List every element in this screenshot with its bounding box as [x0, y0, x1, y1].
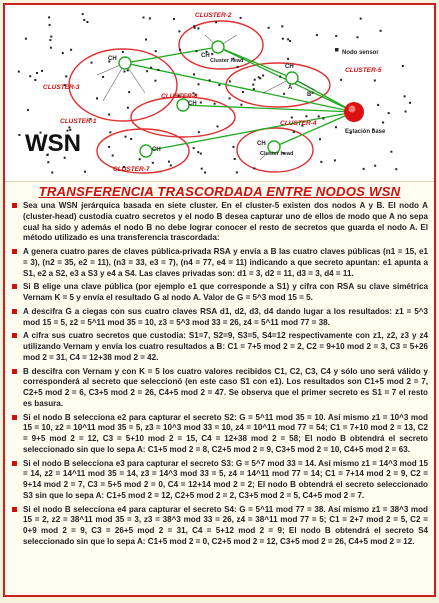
sensor-dot: [62, 52, 64, 54]
sensor-dot: [209, 79, 211, 81]
sensor-dot: [201, 168, 203, 170]
sensor-dot: [211, 53, 213, 55]
sensor-dot: [287, 58, 289, 60]
sensor-dot: [335, 126, 337, 128]
sensor-dot: [252, 84, 254, 86]
sensor-dot: [402, 65, 404, 67]
paragraph-9-text: Si el nodo B selecciona e4 para capturar el secreto S4: G = 5^11 mod 77 = 38. Así mismo z1 = 38^3 mod 15 = 2, z2 = 38^11 mod 35 = 3, z3 = 38^3 mod 33 = 26, z4 = 38^11 mod 77 = 5; C1 = 2+7 mod 2 = 5, C2 = 0+9 mod 2 = 9, C3 = 26+5 mod 2 = 31, C4 = 5+12 mod 2 = 9; El nodo B obtendrá el secreto S4 seleccionado sin que lo sepa A: C1+5 mod 2 = 0, C2+5 mod 2 = 12, C3+5 mod 2 = 26, C4+5 mod 2 = 12.: [23, 504, 428, 546]
sensor-dot: [409, 102, 411, 104]
sensor-dot: [149, 17, 151, 19]
sensor-dot: [112, 155, 114, 157]
sensor-dot: [64, 157, 66, 159]
sensor-dot: [70, 49, 72, 51]
sensor-dot: [229, 80, 231, 82]
sensor-dot: [178, 30, 180, 32]
sensor-dot: [18, 71, 20, 73]
sensor-dot: [198, 83, 200, 85]
paragraph-6: [11, 367, 428, 410]
sensor-dot: [305, 115, 307, 117]
sensor-dot: [127, 69, 129, 71]
sensor-dot: [335, 35, 337, 37]
sensor-dot: [318, 115, 320, 117]
sensor-dot: [258, 76, 260, 78]
sensor-dot: [36, 72, 38, 74]
sensor-dot: [194, 27, 196, 29]
sensor-dot: [291, 117, 293, 119]
sensor-dot: [193, 73, 195, 75]
sensor-dot: [357, 36, 359, 38]
paragraph-5-text: A cifra sus cuatro secretos que custodia: S1=7, S2=9, S3=5, S4=12 respectivamente con z1, z2, z3 y z4 utilizando Vernam y envía los cuatro resultados a B: C1 = 7+5 mod 2 = 2, C2 = 9+10 mod 2 = 3, C3 = 5+26 mod 2 = 31, C4 = 12+38 mod 2 = 42.: [23, 331, 428, 362]
sensor-dot: [214, 103, 216, 105]
sensor-legend-label: Nodo sensor: [342, 50, 379, 56]
paragraph-1: [11, 201, 428, 244]
sensor-dot: [240, 17, 242, 19]
sensor-dot: [125, 136, 127, 138]
sensor-dot: [154, 80, 156, 82]
sensor-dot: [193, 147, 195, 149]
paragraph-1-text: Sea una WSN jerárquica basada en siete cluster. En el cluster-5 existen dos nodos A y B. El nodo A (cluster-head) custodia cuatro secretos y el nodo B desea capturar uno de ellos de modo que A no sepa cual ha sido y además el nodo B no debe lograr conocer el resto de secretos que guarda el nodo A. El método utilizado es una transferencia trascordada:: [23, 201, 428, 243]
sensor-dot: [388, 112, 390, 114]
sensor-dot: [253, 167, 255, 169]
sensor-dot: [204, 172, 206, 174]
sensor-dot: [27, 109, 29, 111]
sensor-dot: [289, 40, 291, 42]
sensor-dot: [240, 104, 242, 106]
sensor-dot: [91, 62, 93, 64]
page: [3, 3, 436, 597]
paragraph-9: [11, 505, 428, 548]
cluster-head-label-2: Cluster head: [210, 58, 244, 64]
sensor-dot: [109, 131, 111, 133]
paragraph-7: [11, 413, 428, 456]
sensor-dot: [68, 126, 70, 128]
sensor-dot: [253, 88, 255, 90]
sensor-dot: [320, 161, 322, 163]
sensor-dot: [34, 79, 36, 81]
sensor-dot: [25, 38, 27, 40]
sensor-dot: [374, 165, 376, 167]
sensor-dot: [404, 95, 406, 97]
sensor-dot: [51, 172, 53, 174]
sensor-dot: [102, 76, 104, 78]
sensor-dot: [83, 19, 85, 21]
sensor-dot: [82, 13, 84, 15]
sensor-dot: [390, 151, 392, 153]
sensor-dot: [47, 161, 49, 163]
sensor-dot: [146, 70, 148, 72]
sensor-dot: [50, 47, 52, 49]
sensor-dot: [150, 67, 152, 69]
sensor-dot: [49, 39, 51, 41]
sensor-dot: [173, 18, 175, 20]
ch-label-2: CH: [201, 53, 210, 59]
paragraph-7-text: Si el nodo B selecciona e2 para capturar el secreto S2: G = 5^11 mod 35 = 10. Así mismo z1 = 10^3 mod 15 = 10, z2 = 10^11 mod 35 = 5, z3 = 10^3 mod 33 = 10, z4 = 10^11 mod 77 = 54; C1 = 7+10 mod 2 = 13, C2 = 9+5 mod 2 = 12, C3 = 5+10 mod 2 = 15, C4 = 12+38 mod 2 = 58; El nodo B obtendrá el secreto seleccionado sin que lo sepa A: C1+5 mod 2 = 8, C2+5 mod 2 = 9, C3+5 mod 2 = 10, C4+5 mod 2 = 63.: [23, 412, 428, 454]
sensor-dot: [242, 91, 244, 93]
sensor-dot: [196, 50, 198, 52]
paragraph-2: [11, 247, 428, 279]
sensor-dot: [395, 168, 397, 170]
paragraph-8-text: Si el nodo B selecciona e3 para capturar el secreto S3: G = 5^7 mod 33 = 14. Así mismo z1 = 14^3 mod 15 = 14, z2 = 14^11 mod 35 = 14, z3 = 14^3 mod 33 = 5, z4 = 14^11 mod 77 = 14; C1 = 7+14 mod 2 = 9, C2 = 9+14 mod 2 = 7, C3 = 5+5 mod 2 = 0, C4 = 12+14 mod 2 = 2; El nodo B obtendrá el secreto seleccionado S3 sin que lo sepa A: C1+5 mod 2 = 12, C2+5 mod 2 = 2, C3+5 mod 2 = 5, C4+5 mod 2 = 7.: [23, 458, 428, 500]
sensor-dot: [268, 27, 270, 29]
base-station: [344, 102, 364, 122]
sensor-dot: [282, 38, 284, 40]
sensor-dot: [279, 76, 281, 78]
sensor-dot: [334, 159, 336, 161]
sensor-dot: [197, 151, 199, 153]
sensor-dot: [287, 38, 289, 40]
sensor-dot: [198, 131, 200, 133]
sensor-dot: [316, 34, 318, 36]
sensor-dot: [293, 131, 295, 133]
sensor-dot: [155, 50, 157, 52]
sensor-dot: [254, 79, 256, 81]
sensor-dot: [84, 171, 86, 173]
sensor-dot: [48, 16, 50, 18]
cluster-2-label: CLUSTER-2: [195, 12, 232, 19]
paragraph-3: [11, 282, 428, 304]
sensor-dot: [237, 66, 239, 68]
cluster-7-label: CLUSTER-7: [113, 166, 150, 173]
sensor-dot: [197, 27, 199, 29]
cluster-4-label: CLUSTER-4: [280, 120, 317, 127]
sensor-dot: [170, 164, 172, 166]
page-title: TRANSFERENCIA TRASCORDADA ENTRE NODOS WSN: [38, 184, 401, 199]
sensor-dot: [234, 158, 236, 160]
sensor-dot: [322, 118, 324, 120]
sensor-dot: [363, 168, 365, 170]
sensor-dot: [18, 134, 20, 136]
sensor-dot: [218, 84, 220, 86]
sensor-dot: [312, 92, 314, 94]
sensor-dot: [283, 93, 285, 95]
sensor-dot: [319, 138, 321, 140]
sensor-dot: [382, 122, 384, 124]
sensor-dot: [50, 36, 52, 38]
paragraph-4-text: A descifra G a ciegas con sus cuatro claves RSA d1, d2, d3, d4 dando lugar a los resultados: z1 = 5^3 mod 15 = 5, z2 = 5^11 mod 35 = 10, z3 = 5^3 mod 33 = 26, z4 = 5^11 mod 77 = 38.: [23, 306, 428, 327]
paragraph-list: [11, 201, 428, 548]
node-b-label: B: [307, 92, 312, 98]
wsn-diagram: [5, 5, 434, 182]
sensor-dot: [179, 49, 181, 51]
sensor-dot: [262, 75, 264, 77]
cluster-5-label: CLUSTER-5: [345, 67, 382, 74]
sensor-dot: [374, 80, 376, 82]
node-a-label: A: [288, 85, 293, 91]
sensor-dot: [122, 51, 124, 53]
paragraph-8: [11, 459, 428, 502]
sensor-dot: [200, 102, 202, 104]
cluster-1-label: CLUSTER-1: [60, 118, 97, 125]
sensor-dot: [108, 146, 110, 148]
paragraph-4: [11, 307, 428, 329]
ch-label-7: CH: [152, 147, 161, 153]
cluster-6-label: CLUSTER-6: [161, 93, 198, 100]
sensor-dot: [145, 39, 147, 41]
sensor-dot: [217, 125, 219, 127]
ch-label-4: CH: [257, 141, 266, 147]
sensor-dot: [405, 111, 407, 113]
ch-label-5: CH: [285, 64, 294, 70]
sensor-dot: [108, 114, 110, 116]
ch-label-6: CH: [188, 101, 197, 107]
sensor-dot: [124, 71, 126, 73]
sensor-dot: [233, 146, 235, 148]
sensor-dot: [152, 162, 154, 164]
cluster-head-label-4: Cluster head: [260, 151, 294, 157]
sensor-dot: [340, 79, 342, 81]
sensor-dot: [41, 70, 43, 72]
paragraph-2-text: A genera cuatro pares de claves pública-privada RSA y envía a B las cuatro claves públicas (n1 = 15, e1 = 3), (n2 = 35, e2 = 11), (n3 = 33, e3 = 7), (n4 = 77, e4 = 11) indicando a que secreto apuntan: e1 apunta a S1, e2 a S2, e3 a S3 y e4 a S4. Las claves privadas son: d1 = 3, d2 = 11, d3 = 3, d4 = 11.: [23, 247, 428, 278]
sensor-dot: [236, 171, 238, 173]
sensor-dot: [65, 75, 67, 77]
base-station-label: Estación base: [345, 129, 386, 135]
sensor-dot: [168, 161, 170, 163]
paragraph-3-text: Si B elige una clave pública (por ejemplo e1 que corresponde a S1) y cifra con RSA su clave simétrica Vernam K = 5 y envía el resultado G al nodo A. Valor de G = 5^3 mod 15 = 5.: [23, 282, 428, 302]
sensor-dot: [29, 75, 31, 77]
sensor-dot: [377, 104, 379, 106]
paragraph-6-text: B descifra con Vernam y con K = 5 los cuatro valores recibidos C1, C2, C3, C4 y sólo uno será válido y corresponderá al secreto que seleccionó (en este caso S1 con e1). Los resultados son C1+5 mod 2 = 7, C2+5 mod 2 = 6, C3+5 mod 2 = 26, C4+5 mod 2 = 47. Se observa que el primer secreto es S1 = 7 el resto es basura.: [23, 366, 428, 408]
sensor-dot: [281, 25, 283, 27]
sensor-dot: [360, 18, 362, 20]
sensor-dot: [215, 21, 217, 23]
content: [5, 199, 434, 548]
sensor-dot: [130, 138, 132, 140]
paragraph-5: [11, 331, 428, 363]
sensor-dot: [49, 24, 51, 26]
sensor-dot: [157, 69, 159, 71]
sensor-dot: [127, 107, 129, 109]
sensor-dot: [128, 91, 130, 93]
sensor-dot: [200, 153, 202, 155]
wsn-diagram-svg: [5, 5, 434, 181]
sensor-dot: [143, 17, 145, 19]
ch-label-3: CH: [108, 56, 117, 62]
wsn-label: WSN: [25, 130, 81, 157]
sensor-dot: [86, 21, 88, 23]
sensor-dot: [96, 97, 98, 99]
sensor-dot: [229, 97, 231, 99]
cluster-3-label: CLUSTER-3: [43, 84, 80, 91]
sensor-dot: [380, 30, 382, 32]
sensor-dot: [139, 158, 141, 160]
sensor-legend-dot: [335, 48, 339, 52]
